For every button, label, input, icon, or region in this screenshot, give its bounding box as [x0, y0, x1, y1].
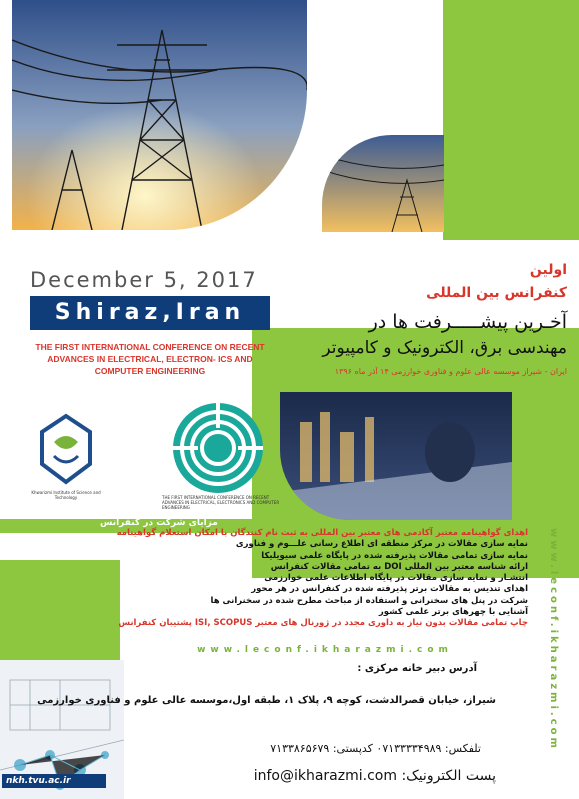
side-website — [545, 528, 563, 788]
benefit-item: نمایه سازی مقالات در مرکز منطقه ای اطلاع رسانی علـــوم و فناوری — [235, 539, 528, 550]
address-text: شیراز، خیابان قصرالدشت، کوچه ۹، پلاک ۱، طبقه اول،موسسه عالی علوم و فناوری خوارزمی — [37, 695, 496, 706]
persian-title-line2: کنفرانس بین المللی — [426, 285, 567, 301]
benefit-item: آشنایی با چهرهای برتر علمی کشور — [378, 607, 528, 618]
benefit-item: اهدای تندیس به مقالات برتر پذیرفته شده در کنفرانس در هر محور — [251, 584, 528, 595]
email-address[interactable]: پست الکترونیک: info@ikharazmi.com — [253, 768, 496, 784]
website-link[interactable]: www.leconf.ikharazmi.com — [197, 645, 453, 655]
benefit-item: ارائه شناسه معتبر بین المللی DOI به تمامی مقالات کنفرانس — [270, 561, 528, 572]
city-tech-photo — [280, 392, 512, 520]
benefit-item: اهدای گواهینامه معتبر آکادمی های معتبر بین المللی به ثبت نام کنندگان با امکان استعلام گواهینامه — [116, 528, 528, 538]
khwarizmi-logo-caption: Khwarizmi Institute of Science and Technology — [31, 490, 101, 500]
conference-city: Shiraz,Iran — [30, 296, 270, 330]
benefit-item: انتشـار و نمایه سازی مقالات در پایگاه اطلاعات علمی خوارزمی — [264, 573, 528, 584]
persian-place-date: ایران - شیراز موسسه عالی علوم و فناوری خوارزمی ۱۴ آذر ماه ۱۳۹۶ — [334, 367, 567, 376]
footer-badge: nkh.tvu.ac.ir — [2, 774, 106, 788]
benefit-item: شرکت در پنل های سخنرانی و استفاده از مباحث مطرح شده در سخنرانی ها — [210, 595, 528, 606]
benefit-item: نمایه سازی تمامی مقالات پذیرفته شده در پایگاه علمی سیویلیکا — [261, 550, 528, 561]
persian-title-line4: مهندسی برق، الکترونیک و کامپیوتر — [322, 338, 567, 358]
conference-date: December 5, 2017 — [30, 268, 258, 292]
benefits-title: مزایای شرکت در کنفرانس — [100, 518, 218, 528]
persian-title-line3: آخـرین پیشـــــرفت ها در — [368, 311, 567, 333]
side-website-text: www.leconf.ikharazmi.com — [548, 528, 559, 751]
benefit-item: چاپ تمامی مقالات بدون نیاز به داوری مجدد در ژورنال های معتبر ISI, SCOPUS پشتیبان کنفرانس — [118, 618, 528, 629]
conference-logo-caption: THE FIRST INTERNATIONAL CONFERENCE ON RECENT ADVANCES IN ELECTRICAL, ELECTRONICS AND COMPUTER ENGINEERING — [162, 495, 280, 510]
english-title: THE FIRST INTERNATIONAL CONFERENCE ON RECENT ADVANCES IN ELECTRICAL, ELECTRON- ICS AND COMPUTER ENGINEERING — [35, 342, 265, 376]
khwarizmi-institute-logo — [30, 412, 102, 492]
conference-logo — [168, 398, 268, 508]
address-title: آدرس دبیر خانه مرکزی : — [357, 663, 477, 674]
persian-title-line1: اولین — [529, 262, 567, 278]
phone-and-postal-code: تلفکس: ۰۷۱۳۳۳۳۴۹۸۹ کدپستی: ۷۱۳۳۸۶۵۶۷۹ — [270, 742, 481, 755]
benefits-list — [98, 528, 528, 630]
